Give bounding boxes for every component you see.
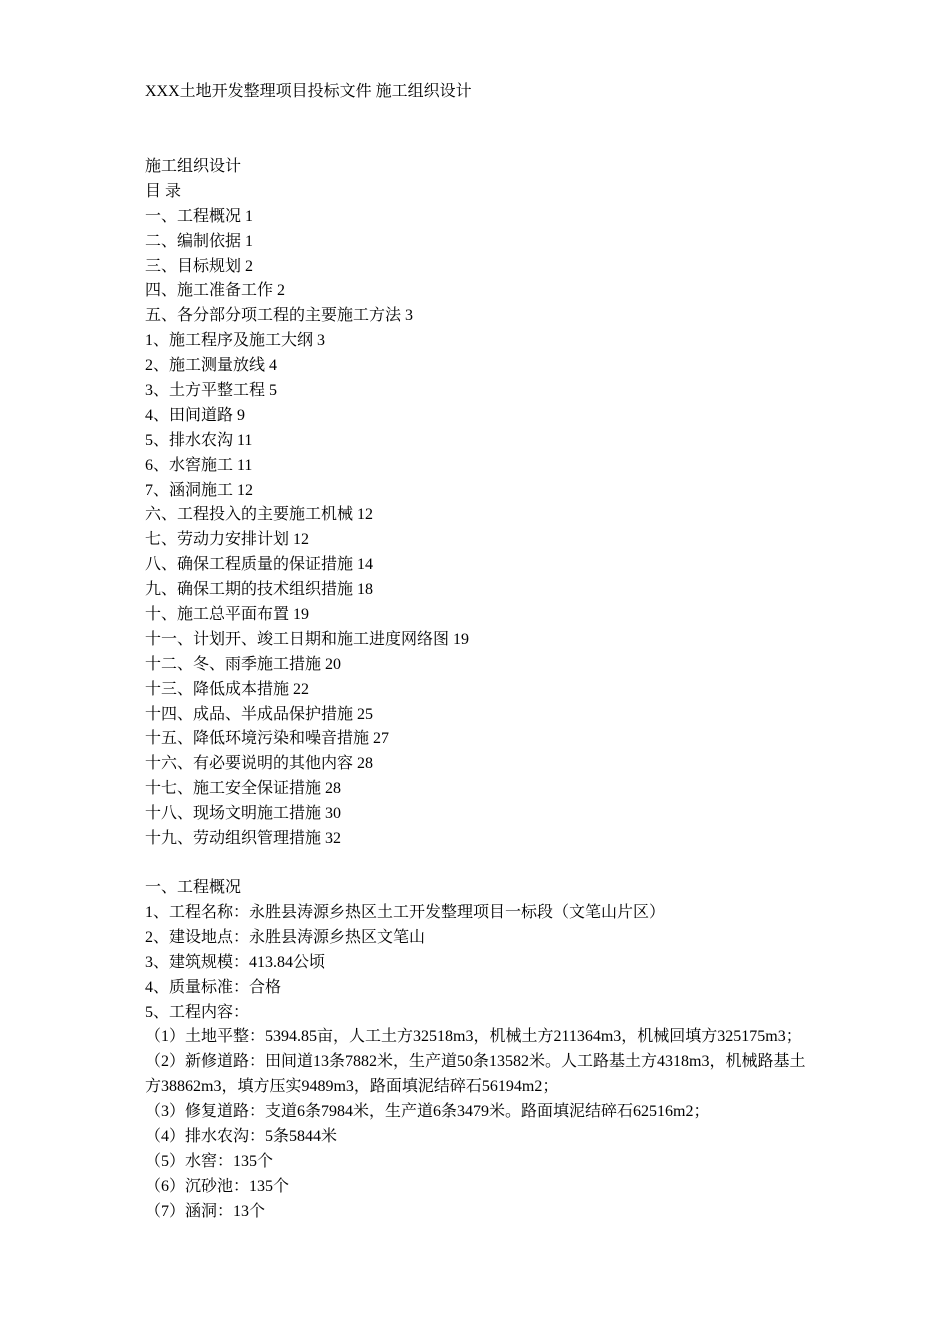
toc-item: 十六、有必要说明的其他内容 28 (145, 755, 374, 773)
toc-item: 三、目标规划 2 (145, 257, 254, 275)
overview-line: 2、建设地点：永胜县涛源乡热区文笔山 (145, 928, 426, 946)
toc-item: 十二、冬、雨季施工措施 20 (145, 655, 342, 673)
toc-item: 六、工程投入的主要施工机械 12 (145, 506, 374, 524)
toc-list (145, 205, 469, 852)
toc-item: 7、涵洞施工 12 (145, 481, 254, 499)
table-of-contents (145, 155, 469, 852)
toc-item: 十八、现场文明施工措施 30 (145, 805, 342, 823)
overview-heading: 一、工程概况 (145, 879, 242, 896)
toc-item: 1、施工程序及施工大纲 3 (145, 332, 326, 350)
toc-item: 5、排水农沟 11 (145, 431, 253, 449)
toc-item: 6、水窖施工 11 (145, 456, 253, 474)
overview-line: 1、工程名称：永胜县涛源乡热区土工开发整理项目一标段（文笔山片区） (145, 903, 666, 921)
toc-item: 十五、降低环境污染和噪音措施 27 (145, 730, 390, 748)
overview-line: （4）排水农沟：5条5844米 (145, 1128, 338, 1146)
toc-item: 2、施工测量放线 4 (145, 357, 278, 375)
toc-item: 十四、成品、半成品保护措施 25 (145, 705, 374, 723)
overview-line: 3、建筑规模：413.84公顷 (145, 953, 326, 971)
overview-line: 4、质量标准：合格 (145, 978, 282, 996)
toc-item: 九、确保工期的技术组织措施 18 (145, 581, 374, 599)
project-overview (145, 876, 815, 1225)
toc-item: 八、确保工程质量的保证措施 14 (145, 556, 374, 574)
document-header-title: XXX土地开发整理项目投标文件 施工组织设计 (145, 83, 472, 100)
toc-item: 五、各分部分项工程的主要施工方法 3 (145, 307, 414, 325)
overview-line: （7）涵洞：13个 (145, 1202, 266, 1220)
toc-item: 3、土方平整工程 5 (145, 382, 278, 400)
toc-item: 十三、降低成本措施 22 (145, 680, 310, 698)
overview-line: （5）水窖：135个 (145, 1152, 274, 1170)
toc-item: 七、劳动力安排计划 12 (145, 531, 310, 549)
overview-line: （1）土地平整：5394.85亩，人工土方32518m3，机械土方211364m3，机械回填方325175m3； (145, 1028, 802, 1046)
toc-item: 十一、计划开、竣工日期和施工进度网络图 19 (145, 630, 470, 648)
overview-line: 5、工程内容： (145, 1003, 250, 1021)
overview-line: （2）新修道路：田间道13条7882米，生产道50条13582米。人工路基土方4318m3，机械路基土方38862m3，填方压实9489m3，路面填泥结碎石56194m2； (145, 1053, 806, 1096)
overview-list (145, 901, 815, 1225)
toc-item: 一、工程概况 1 (145, 207, 254, 225)
section-title: 施工组织设计 (145, 158, 242, 175)
toc-item: 4、田间道路 9 (145, 406, 246, 424)
toc-item: 十、施工总平面布置 19 (145, 606, 310, 624)
toc-item: 四、施工准备工作 2 (145, 282, 286, 300)
toc-heading: 目 录 (145, 182, 182, 200)
toc-item: 二、编制依据 1 (145, 232, 254, 250)
toc-item: 十九、劳动组织管理措施 32 (145, 830, 342, 848)
overview-line: （6）沉砂池：135个 (145, 1177, 290, 1195)
toc-item: 十七、施工安全保证措施 28 (145, 780, 342, 798)
overview-line: （3）修复道路：支道6条7984米，生产道6条3479米。路面填泥结碎石62516m2； (145, 1103, 710, 1121)
